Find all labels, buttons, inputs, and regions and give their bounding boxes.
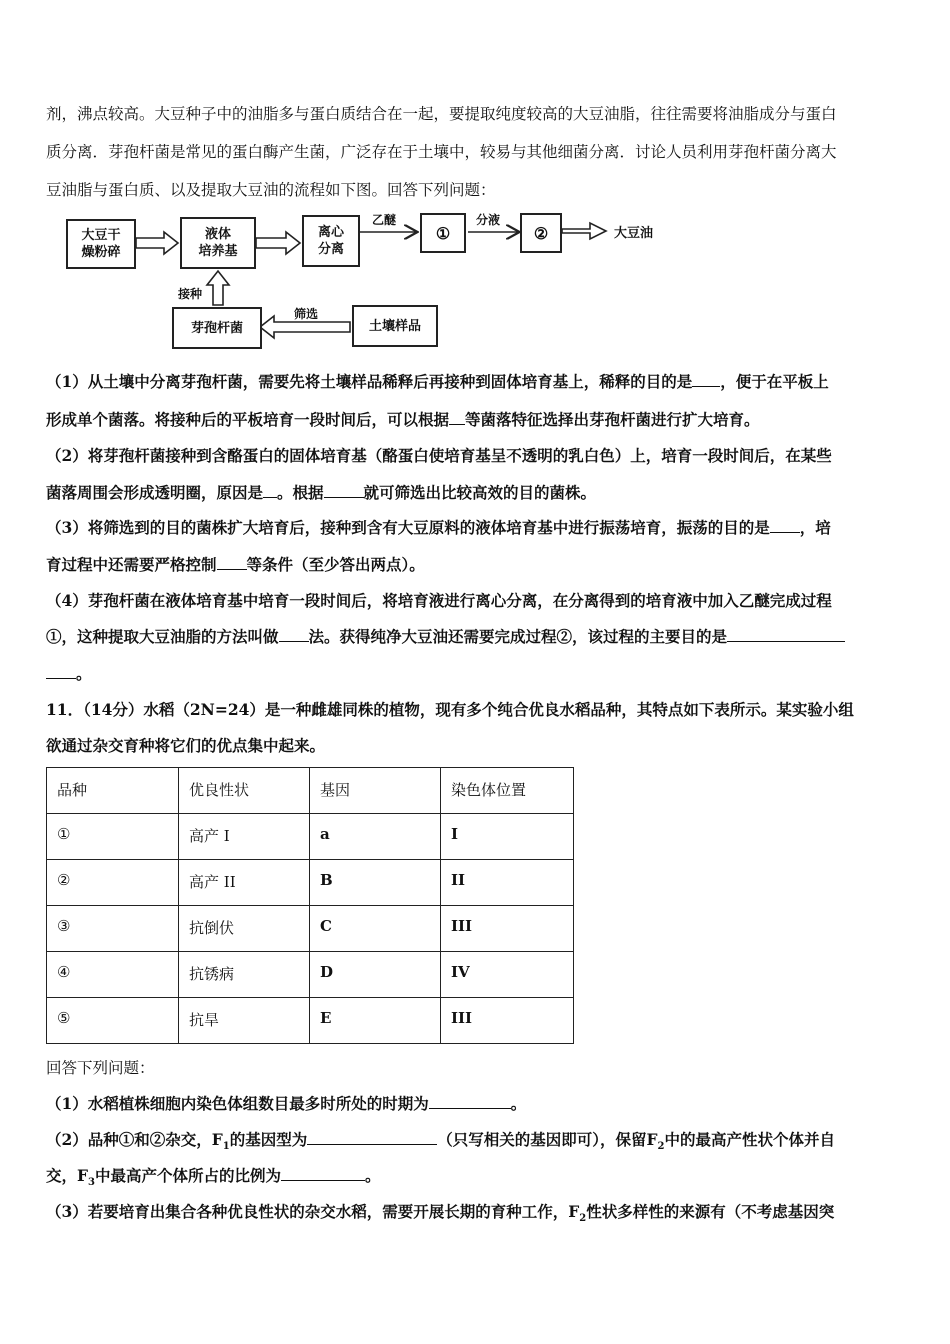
q10-part4-line1: [46, 591, 904, 611]
q10-part4-line3: [46, 664, 904, 684]
q10-part1-line2: [46, 410, 904, 430]
q11-part2-text: （2）品种①和②杂交，F: [46, 1130, 223, 1149]
q10-part4-text-b: ①，这种提取大豆油脂的方法叫做: [46, 627, 279, 646]
table-header: 染色体位置: [441, 768, 574, 814]
q10-part3-text-b: ，培: [799, 518, 831, 537]
answer-blank[interactable]: [217, 555, 247, 570]
q10-part2-text-b: 菌落周围会形成透明圈，原因是: [46, 483, 264, 502]
q10-part2-text-c: 。根据: [277, 483, 324, 502]
q11-part3: [46, 1202, 904, 1229]
answer-blank[interactable]: [429, 1094, 511, 1109]
label-separate: 分液: [476, 213, 501, 227]
q10-part1-text-c: 形成单个菌落。将接种后的平板培育一段时间后，可以根据: [46, 410, 450, 429]
answer-blank[interactable]: [449, 410, 465, 425]
table-cell: C: [310, 906, 441, 952]
q10-part4-text-d: 。: [76, 664, 92, 683]
q11-part2-text-e: 交，F: [46, 1166, 89, 1185]
answer-blank[interactable]: [263, 483, 277, 498]
q11-stem-b: 欲通过杂交育种将它们的优点集中起来。: [46, 736, 326, 755]
q11-part2-text-d: 中的最高产性状个体并自: [664, 1130, 836, 1149]
box-centrifuge: 离心 分离: [302, 215, 360, 267]
table-header-row: [47, 768, 574, 814]
box-step-2: ②: [520, 213, 562, 253]
subscript: 2: [579, 1213, 587, 1225]
box-bacillus: 芽孢杆菌: [172, 307, 262, 349]
q11-stem: 11．（14分）水稻（2N=24）是一种雌雄同株的植物，现有多个纯合优良水稻品种，其特点如下表所示。某实验小组: [46, 700, 854, 719]
table-cell: 抗锈病: [179, 952, 310, 998]
intro-line-1: 剂，沸点较高。大豆种子中的油脂多与蛋白质结合在一起，要提取纯度较高的大豆油脂，往往需要将油脂成分与蛋白: [46, 105, 837, 123]
table-cell: III: [441, 998, 574, 1044]
q10-part3-text: （3）将筛选到的目的菌株扩大培育后，接种到含有大豆原料的液体培育基中进行振荡培育，振荡的目的是: [46, 518, 770, 537]
subscript: 3: [88, 1177, 95, 1189]
table-cell: ①: [47, 814, 179, 860]
table-cell: ④: [47, 952, 179, 998]
q11-line-2: [46, 736, 904, 756]
answer-prompt: 回答下列问题：: [46, 1059, 155, 1077]
box-liquid-medium: 液体 培养基: [180, 217, 256, 269]
q11-part2-text-f: 中最高产个体所占的比例为: [94, 1166, 281, 1185]
answer-blank[interactable]: [281, 1166, 365, 1181]
q10-part2-line1: [46, 446, 904, 466]
table-cell: II: [441, 860, 574, 906]
table-header: 优良性状: [179, 768, 310, 814]
q11-part1: [46, 1094, 904, 1114]
q10-part1-line1: [46, 372, 904, 392]
q10-part2-text: （2）将芽孢杆菌接种到含酪蛋白的固体培育基（酪蛋白使培育基呈不透明的乳白色）上，培育一段时间后，在某些: [46, 446, 832, 465]
answer-blank[interactable]: [770, 518, 800, 533]
box-step-1: ①: [420, 213, 466, 253]
table-cell: D: [310, 952, 441, 998]
q10-part4-text: （4）芽孢杆菌在液体培育基中培育一段时间后，将培育液进行离心分离，在分离得到的培育液中加入乙醚完成过程: [46, 591, 832, 610]
q10-part1-text: （1）从土壤中分离芽孢杆菌，需要先将土壤样品稀释后再接种到固体培育基上，稀释的目的是: [46, 372, 693, 391]
table-cell: B: [310, 860, 441, 906]
q10-part4-line2: [46, 627, 904, 647]
answer-blank[interactable]: [692, 372, 720, 387]
q10-part4-text-c: 法。获得纯净大豆油还需要完成过程②，该过程的主要目的是: [308, 627, 728, 646]
variety-table: [46, 767, 574, 1044]
answer-blank[interactable]: [727, 627, 845, 642]
table-cell: ③: [47, 906, 179, 952]
q11-part1-end: 。: [510, 1094, 527, 1113]
table-cell: E: [310, 998, 441, 1044]
table-cell: 高产 I: [179, 814, 310, 860]
answer-blank[interactable]: [324, 483, 364, 498]
label-inoculate: 接种: [178, 287, 203, 301]
q10-part3-text-c: 育过程中还需要严格控制: [46, 555, 217, 574]
table-row: [47, 952, 574, 998]
table-cell: 抗倒伏: [179, 906, 310, 952]
q10-part3-line1: [46, 518, 904, 538]
table-row: [47, 906, 574, 952]
answer-blank[interactable]: [307, 1130, 437, 1145]
table-cell: 高产 II: [179, 860, 310, 906]
q11-part2-line1: [46, 1130, 904, 1157]
q10-part2-line2: [46, 483, 904, 503]
table-row: [47, 814, 574, 860]
table-row: [47, 998, 574, 1044]
subscript: 1: [222, 1141, 230, 1153]
q10-part3-text-d: 等条件（至少答出两点）。: [246, 555, 425, 574]
label-ether: 乙醚: [372, 213, 397, 227]
table-cell: ②: [47, 860, 179, 906]
q10-part1-text-b: ，便于在平板上: [720, 372, 829, 391]
q11-part3-text-b: 性状多样性的来源有（不考虑基因突: [586, 1202, 835, 1221]
q10-part2-text-d: 就可筛选出比较高效的目的菌株。: [363, 483, 597, 502]
q11-part1-text: （1）水稻植株细胞内染色体组数目最多时所处的时期为: [46, 1094, 429, 1113]
q11-part2-line2: [46, 1166, 904, 1193]
subscript: 2: [657, 1141, 665, 1153]
q11-part2-text-b: 的基因型为: [229, 1130, 308, 1149]
table-cell: 抗旱: [179, 998, 310, 1044]
table-row: [47, 860, 574, 906]
label-screen: 筛选: [294, 307, 319, 321]
box-soil-sample: 土壤样品: [352, 305, 438, 347]
q10-part3-line2: [46, 555, 904, 575]
q11-part2-text-c: （只写相关的基因即可），保留F: [437, 1130, 658, 1149]
q10-part1-text-d: 等菌落特征选择出芽孢杆菌进行扩大培育。: [465, 410, 760, 429]
q11-line-1: [46, 700, 904, 720]
intro-line-3: 豆油脂与蛋白质、以及提取大豆油的流程如下图。回答下列问题：: [46, 181, 496, 199]
q11-part3-text: （3）若要培育出集合各种优良性状的杂交水稻，需要开展长期的育种工作，F: [46, 1202, 580, 1221]
table-cell: III: [441, 906, 574, 952]
table-cell: a: [310, 814, 441, 860]
answer-blank[interactable]: [46, 664, 76, 679]
table-header: 基因: [310, 768, 441, 814]
flow-diagram: [60, 205, 720, 355]
box-soybean-powder: 大豆干 燥粉碎: [66, 219, 136, 269]
table-cell: ⑤: [47, 998, 179, 1044]
answer-blank[interactable]: [279, 627, 309, 642]
table-header: 品种: [47, 768, 179, 814]
output-soybean-oil: 大豆油: [614, 226, 654, 241]
table-cell: IV: [441, 952, 574, 998]
q11-part2-end: 。: [365, 1166, 381, 1185]
table-cell: I: [441, 814, 574, 860]
intro-line-2: 质分离．芽孢杆菌是常见的蛋白酶产生菌，广泛存在于土壤中，较易与其他细菌分离．讨论人员利用芽孢杆菌分离大: [46, 143, 837, 161]
